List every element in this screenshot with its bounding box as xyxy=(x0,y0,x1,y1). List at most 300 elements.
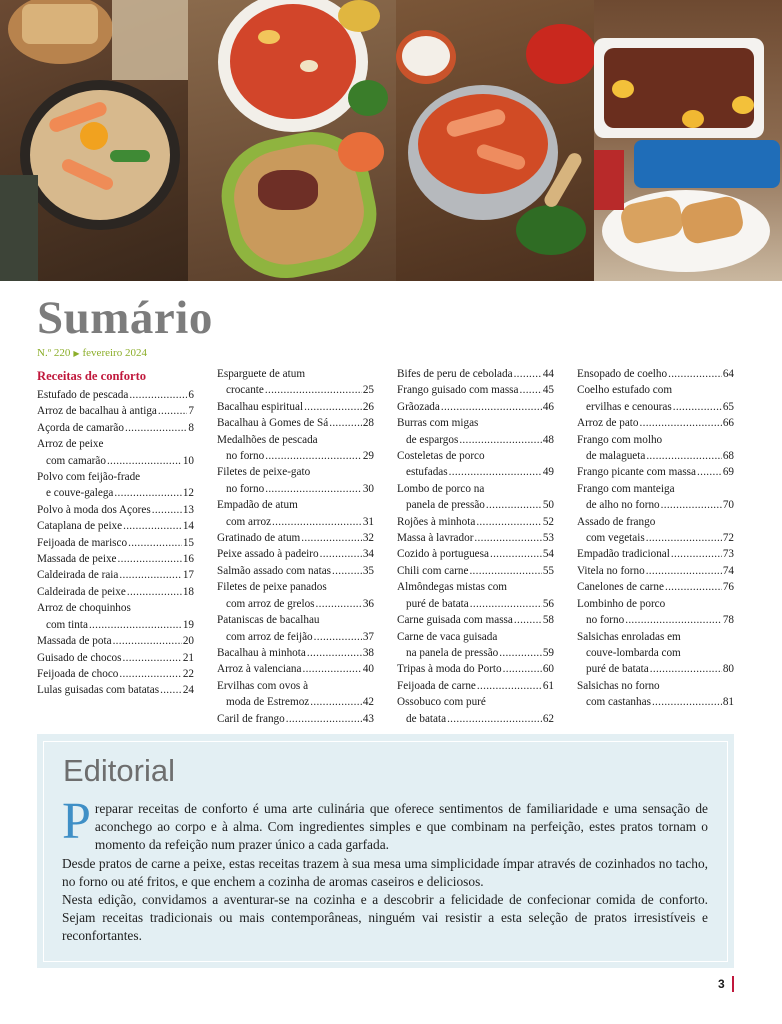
toc-entry-title: com arroz de grelos xyxy=(226,597,315,610)
toc-entry-title: Cataplana de peixe xyxy=(37,520,123,533)
toc-entry-title: Bacalhau espiritual xyxy=(217,400,304,413)
toc-entry-line xyxy=(397,563,554,579)
toc-entry-title: Canelones de carne xyxy=(577,581,664,594)
toc-entry-title: Bifes de peru de cebolada xyxy=(397,368,513,380)
issue-info xyxy=(37,347,147,359)
toc-entry[interactable] xyxy=(577,415,734,431)
toc-entry-title: Vitela no forno xyxy=(577,564,645,577)
toc-page-number: 80 xyxy=(722,663,734,676)
toc-entry-title: Frango com manteiga xyxy=(577,482,675,495)
toc-entry-line xyxy=(217,399,374,415)
toc-entry-line xyxy=(577,579,734,595)
toc-page-number: 52 xyxy=(542,515,554,528)
toc-page-number: 24 xyxy=(182,684,194,697)
toc-page-number: 6 xyxy=(188,389,194,401)
toc-page-number: 53 xyxy=(542,532,554,545)
toc-page-number: 62 xyxy=(542,712,554,725)
toc-entry-line xyxy=(217,711,374,727)
triangle-right-icon: ▶ xyxy=(73,349,80,358)
toc-entry[interactable] xyxy=(37,633,194,649)
toc-entry-title: Salsichas enroladas em xyxy=(577,630,681,643)
toc-dot-leader xyxy=(89,617,182,633)
toc-entry-title: no forno xyxy=(586,614,625,627)
editorial-paragraph-2: Desde pratos de carne a peixe, estas receitas trazem à sua mesa uma simplicidade ímpar através de cozinhados no tacho, no forno ou até fritos, e que enchem a cozinha de aromas caseiros e deliciosos. xyxy=(62,855,708,889)
toc-entry-line xyxy=(577,366,734,382)
toc-entry[interactable] xyxy=(397,448,554,481)
toc-dot-leader xyxy=(625,612,722,628)
toc-entry-title: crocante xyxy=(226,384,264,397)
toc-entry-title: Caril de frango xyxy=(217,712,285,725)
toc-entry-title: Gratinado de atum xyxy=(217,532,301,545)
toc-entry-line xyxy=(37,420,194,436)
toc-entry-line xyxy=(217,629,374,645)
toc-entry-line xyxy=(37,567,194,583)
toc-page-number: 48 xyxy=(542,433,554,446)
toc-entry-title: de espargos xyxy=(406,433,459,446)
page-title: Sumário xyxy=(37,292,213,344)
toc-entry-title: Bacalhau à Gomes de Sá xyxy=(217,417,329,430)
toc-entry[interactable] xyxy=(37,567,194,583)
toc-dot-leader xyxy=(646,563,722,579)
toc-dot-leader xyxy=(320,546,362,562)
toc-page-number: 64 xyxy=(722,368,734,380)
toc-entry[interactable] xyxy=(217,366,374,399)
toc-entry[interactable] xyxy=(577,481,734,514)
toc-entry-title: Medalhões de pescada xyxy=(217,433,318,446)
toc-entry-line xyxy=(37,551,194,567)
toc-page-number: 8 xyxy=(188,421,194,434)
toc-entry-line xyxy=(577,530,734,546)
toc-entry-line xyxy=(37,403,194,419)
toc-entry-title: Feijoada de carne xyxy=(397,679,476,692)
toc-entry-title: Coelho estufado com xyxy=(577,384,673,397)
toc-page-number: 14 xyxy=(182,520,194,533)
toc-entry-line xyxy=(397,645,554,661)
toc-entry[interactable] xyxy=(37,584,194,600)
toc-entry[interactable] xyxy=(577,629,734,678)
toc-dot-leader xyxy=(503,661,542,677)
toc-page-number: 55 xyxy=(542,564,554,577)
toc-entry[interactable] xyxy=(577,514,734,547)
toc-entry[interactable] xyxy=(577,432,734,465)
toc-entry-title: Chili com carne xyxy=(397,564,469,577)
toc-page-number: 70 xyxy=(722,499,734,512)
toc-dot-leader xyxy=(332,563,362,579)
bean-stew-and-cod-dish-photo xyxy=(188,0,396,281)
toc-entry-title: Arroz de peixe xyxy=(37,438,104,451)
toc-page-number: 66 xyxy=(722,417,734,430)
toc-entry[interactable] xyxy=(37,436,194,469)
toc-entry-title: com vegetais xyxy=(586,532,645,545)
toc-dot-leader xyxy=(123,518,182,534)
toc-page-number: 21 xyxy=(182,651,194,664)
toc-entry-title: Cozido à portuguesa xyxy=(397,548,489,561)
toc-entry-title: Costeletas de porco xyxy=(397,450,485,463)
toc-entry-title: Lombinho de porco xyxy=(577,597,666,610)
toc-entry-title: couve-lombarda com xyxy=(586,646,681,659)
toc-entry[interactable] xyxy=(577,579,734,595)
toc-entry-line xyxy=(577,563,734,579)
toc-entry-title: Pataniscas de bacalhau xyxy=(217,614,320,627)
editorial-paragraph-1 xyxy=(62,793,708,855)
toc-entry-title: Estufado de pescada xyxy=(37,389,129,401)
toc-entry[interactable] xyxy=(397,694,554,727)
toc-dot-leader xyxy=(286,711,362,727)
toc-entry-line xyxy=(217,645,374,661)
toc-dot-leader xyxy=(128,535,182,551)
toc-dot-leader xyxy=(499,645,542,661)
toc-dot-leader xyxy=(160,682,182,698)
toc-entry[interactable] xyxy=(37,600,194,633)
toc-dot-leader xyxy=(316,596,362,612)
toc-entry-title: de batata xyxy=(406,712,447,725)
toc-dot-leader xyxy=(640,415,722,431)
toc-dot-leader xyxy=(125,420,187,436)
toc-entry[interactable] xyxy=(217,464,374,497)
editorial-text xyxy=(62,793,708,946)
toc-entry-title: com castanhas xyxy=(586,696,651,709)
editorial-paragraph-3: Nesta edição, convidamos a aventurar-se na cozinha e a descobrir a felicidade de confecionar comida de conforto. Sejam receitas tradicionais ou mais contemporâneas, ninguém vai resistir a esta seleção de pratos irresistíveis e reconfortantes. xyxy=(62,892,708,944)
toc-entry-line xyxy=(397,612,554,628)
toc-entry[interactable] xyxy=(217,711,374,727)
issue-number: N.º 220 xyxy=(37,347,71,359)
toc-entry[interactable] xyxy=(577,464,734,480)
toc-entry-line xyxy=(397,678,554,694)
toc-dot-leader xyxy=(301,530,362,546)
toc-dot-leader xyxy=(307,645,362,661)
toc-entry-title: Bacalhau à minhota xyxy=(217,646,306,659)
toc-page-number: 49 xyxy=(542,466,554,479)
toc-entry-title: Arroz de choquinhos xyxy=(37,602,131,615)
toc-entry[interactable] xyxy=(397,612,554,628)
contents-column-2 xyxy=(217,366,374,727)
toc-entry[interactable] xyxy=(37,420,194,436)
toc-entry[interactable] xyxy=(37,502,194,518)
toc-entry[interactable] xyxy=(397,661,554,677)
toc-page-number: 10 xyxy=(182,454,194,467)
toc-entry-line xyxy=(217,415,374,431)
toc-entry-line xyxy=(397,382,554,398)
toc-entry-title: Filetes de peixe-gato xyxy=(217,466,311,479)
toc-entry-line xyxy=(397,546,554,562)
toc-entry-title: ervilhas e cenouras xyxy=(586,400,672,413)
toc-dot-leader xyxy=(459,432,542,448)
toc-entry[interactable] xyxy=(37,551,194,567)
toc-page-number: 56 xyxy=(542,597,554,610)
toc-entry[interactable] xyxy=(397,481,554,514)
toc-page-number: 58 xyxy=(542,614,554,627)
toc-entry-title: Lulas guisadas com batatas xyxy=(37,684,160,697)
toc-entry-line xyxy=(577,546,734,562)
toc-entry-line xyxy=(217,382,374,398)
toc-entry-title: Arroz à valenciana xyxy=(217,663,302,676)
toc-entry[interactable] xyxy=(577,546,734,562)
toc-entry-line xyxy=(577,661,734,677)
toc-entry-title: Almôndegas mistas com xyxy=(397,581,507,594)
toc-page-number: 59 xyxy=(542,646,554,659)
toc-entry[interactable] xyxy=(397,366,554,382)
toc-entry-line xyxy=(397,432,554,448)
toc-entry-line xyxy=(397,464,554,480)
toc-page-number: 81 xyxy=(722,696,734,709)
toc-entry-line xyxy=(37,502,194,518)
toc-page-number: 13 xyxy=(182,503,194,516)
toc-page-number: 38 xyxy=(362,646,374,659)
toc-dot-leader xyxy=(520,382,542,398)
toc-dot-leader xyxy=(668,366,722,382)
toc-entry-line xyxy=(577,399,734,415)
toc-entry-title: Guisado de chocos xyxy=(37,651,122,664)
toc-entry[interactable] xyxy=(37,387,194,403)
toc-page-number: 36 xyxy=(362,597,374,610)
toc-entry-title: com arroz xyxy=(226,515,272,528)
toc-entry[interactable] xyxy=(37,469,194,502)
toc-entry[interactable] xyxy=(397,399,554,415)
toc-page-number: 28 xyxy=(362,417,374,430)
toc-entry-title: Açorda de camarão xyxy=(37,421,124,434)
toc-entry-line xyxy=(577,497,734,513)
toc-page-number: 16 xyxy=(182,553,194,566)
toc-dot-leader xyxy=(119,666,181,682)
toc-entry-line xyxy=(37,666,194,682)
toc-entry[interactable] xyxy=(217,678,374,711)
meat-and-potatoes-and-cannelloni-photo xyxy=(594,0,782,281)
toc-entry[interactable] xyxy=(397,514,554,530)
toc-entry[interactable] xyxy=(217,645,374,661)
toc-page-number: 37 xyxy=(362,630,374,643)
toc-entry[interactable] xyxy=(577,382,734,415)
toc-entry-line xyxy=(217,596,374,612)
toc-page-number: 50 xyxy=(542,499,554,512)
toc-entry[interactable] xyxy=(577,563,734,579)
toc-entry-line xyxy=(37,584,194,600)
toc-entry-title: na panela de pressão xyxy=(406,646,499,659)
toc-dot-leader xyxy=(118,551,182,567)
toc-page-number: 45 xyxy=(542,384,554,397)
toc-entry-line xyxy=(217,546,374,562)
toc-entry[interactable] xyxy=(217,399,374,415)
toc-entry-title: Salsichas no forno xyxy=(577,679,660,692)
toc-entry[interactable] xyxy=(217,546,374,562)
toc-dot-leader xyxy=(310,694,362,710)
toc-entry-line xyxy=(577,448,734,464)
toc-entry-title: de malagueta xyxy=(586,450,646,463)
toc-page-number: 25 xyxy=(362,384,374,397)
editorial-title: Editorial xyxy=(63,753,175,788)
toc-page-number: 35 xyxy=(362,564,374,577)
toc-entry-title: Frango guisado com massa xyxy=(397,384,519,397)
toc-dot-leader xyxy=(514,612,542,628)
toc-entry-line xyxy=(217,481,374,497)
toc-entry[interactable] xyxy=(217,497,374,530)
toc-dot-leader xyxy=(314,629,362,645)
toc-entry-line xyxy=(37,617,194,633)
toc-page-number: 7 xyxy=(188,405,194,418)
toc-page-number: 60 xyxy=(542,663,554,676)
toc-entry-line xyxy=(37,650,194,666)
toc-entry[interactable] xyxy=(217,661,374,677)
toc-entry-line xyxy=(217,661,374,677)
toc-entry-title: Massada de pota xyxy=(37,635,112,648)
toc-entry-title: Caldeirada de raia xyxy=(37,569,119,582)
toc-entry[interactable] xyxy=(217,530,374,546)
toc-dot-leader xyxy=(265,382,362,398)
toc-page-number: 30 xyxy=(362,482,374,495)
toc-dot-leader xyxy=(113,633,182,649)
toc-dot-leader xyxy=(107,453,182,469)
toc-dot-leader xyxy=(272,514,362,530)
toc-dot-leader xyxy=(652,694,722,710)
toc-dot-leader xyxy=(129,387,187,403)
toc-entry[interactable] xyxy=(37,666,194,682)
toc-page-number: 76 xyxy=(722,581,734,594)
toc-page-number: 26 xyxy=(362,400,374,413)
toc-dot-leader xyxy=(329,415,362,431)
toc-entry[interactable] xyxy=(217,563,374,579)
toc-entry[interactable] xyxy=(217,415,374,431)
toc-entry[interactable] xyxy=(397,579,554,612)
toc-entry-line xyxy=(397,596,554,612)
toc-dot-leader xyxy=(477,678,542,694)
toc-entry-line xyxy=(37,453,194,469)
toc-entry-line xyxy=(577,694,734,710)
toc-entry[interactable] xyxy=(397,546,554,562)
toc-entry-title: panela de pressão xyxy=(406,499,485,512)
toc-entry-title: Burras com migas xyxy=(397,417,479,430)
toc-entry[interactable] xyxy=(37,535,194,551)
toc-entry-title: Esparguete de atum xyxy=(217,368,306,380)
toc-entry-title: Caldeirada de peixe xyxy=(37,585,126,598)
toc-entry-title: Frango picante com massa xyxy=(577,466,696,479)
toc-entry-line xyxy=(577,415,734,431)
toc-page-number: 12 xyxy=(182,487,194,500)
toc-entry[interactable] xyxy=(397,678,554,694)
toc-entry-line xyxy=(37,387,194,403)
toc-page-number: 29 xyxy=(362,450,374,463)
toc-dot-leader xyxy=(646,530,722,546)
toc-entry-title: no forno xyxy=(226,450,265,463)
toc-entry-line xyxy=(397,399,554,415)
toc-entry-title: Polvo à moda dos Açores xyxy=(37,503,151,516)
toc-page-number: 46 xyxy=(542,400,554,413)
toc-entry-title: com arroz de feijão xyxy=(226,630,313,643)
toc-entry[interactable] xyxy=(577,366,734,382)
toc-dot-leader xyxy=(665,579,722,595)
toc-entry-title: puré de batata xyxy=(406,597,469,610)
toc-page-number: 65 xyxy=(722,400,734,413)
contents-column-3 xyxy=(397,366,554,727)
toc-entry-title: com tinta xyxy=(46,618,88,631)
toc-page-number: 44 xyxy=(542,368,554,380)
toc-entry[interactable] xyxy=(37,682,194,698)
contents-column-1 xyxy=(37,366,194,699)
toc-dot-leader xyxy=(474,530,541,546)
toc-entry-title: Ervilhas com ovos à xyxy=(217,679,309,692)
issue-date: fevereiro 2024 xyxy=(82,347,147,359)
toc-entry-line xyxy=(217,514,374,530)
toc-dot-leader xyxy=(470,596,542,612)
toc-page-number: 61 xyxy=(542,679,554,692)
toc-dot-leader xyxy=(449,464,542,480)
toc-page-number: 78 xyxy=(722,614,734,627)
toc-entry[interactable] xyxy=(577,596,734,629)
rice-with-shrimp-photo xyxy=(0,0,188,281)
toc-entry-line xyxy=(397,661,554,677)
toc-entry-line xyxy=(397,514,554,530)
toc-entry[interactable] xyxy=(37,518,194,534)
toc-entry-title: Empadão tradicional xyxy=(577,548,670,561)
toc-entry-line xyxy=(37,633,194,649)
toc-entry-title: Ensopado de coelho xyxy=(577,368,668,380)
toc-dot-leader xyxy=(673,399,722,415)
toc-page-number: 69 xyxy=(722,466,734,479)
toc-entry-line xyxy=(217,530,374,546)
toc-entry-title: Filetes de peixe panados xyxy=(217,581,327,594)
toc-entry[interactable] xyxy=(217,579,374,612)
toc-entry-title: Feijoada de choco xyxy=(37,667,119,680)
toc-page-number: 18 xyxy=(182,585,194,598)
toc-dot-leader xyxy=(671,546,722,562)
toc-entry[interactable] xyxy=(397,382,554,398)
toc-entry[interactable] xyxy=(577,678,734,711)
toc-entry[interactable] xyxy=(397,629,554,662)
toc-entry-title: Salmão assado com natas xyxy=(217,564,332,577)
toc-entry-title: Carne de vaca guisada xyxy=(397,630,498,643)
toc-entry-line xyxy=(217,448,374,464)
toc-entry-title: estufadas xyxy=(406,466,448,479)
toc-entry-title: Arroz de pato xyxy=(577,417,639,430)
toc-entry[interactable] xyxy=(37,650,194,666)
editorial-paragraph-1-text: reparar receitas de conforto é uma arte culinária que oferece sentimentos de familiaridade e uma sensação de aconchego ao corpo e à alma. Com ingredientes simples e que combinam na perfeição, estes pratos tornam o momento da refeição num prazer único a cada garfada. xyxy=(94,801,708,853)
toc-page-number: 74 xyxy=(722,564,734,577)
toc-entry[interactable] xyxy=(397,530,554,546)
toc-entry-line xyxy=(577,612,734,628)
toc-dot-leader xyxy=(650,661,722,677)
toc-entry-line xyxy=(217,563,374,579)
toc-entry-line xyxy=(217,694,374,710)
toc-entry[interactable] xyxy=(217,432,374,465)
toc-entry-title: Frango com molho xyxy=(577,433,663,446)
toc-entry-line xyxy=(37,485,194,501)
toc-entry-line xyxy=(577,464,734,480)
toc-dot-leader xyxy=(302,661,361,677)
toc-entry[interactable] xyxy=(397,415,554,448)
toc-entry-title: Grãozada xyxy=(397,400,440,413)
toc-entry-title: Ossobuco com puré xyxy=(397,696,486,709)
toc-page-number: 19 xyxy=(182,618,194,631)
toc-entry-title: moda de Estremoz xyxy=(226,696,310,709)
toc-entry-line xyxy=(37,682,194,698)
toc-dot-leader xyxy=(441,399,542,415)
toc-entry-title: Arroz de bacalhau à antiga xyxy=(37,405,157,418)
toc-dot-leader xyxy=(158,403,188,419)
toc-page-number: 32 xyxy=(362,532,374,545)
toc-entry[interactable] xyxy=(37,403,194,419)
toc-page-number: 17 xyxy=(182,569,194,582)
toc-entry-title: Feijoada de marisco xyxy=(37,536,128,549)
page-number: 3 xyxy=(718,977,725,991)
toc-entry-title: Massada de peixe xyxy=(37,553,117,566)
toc-page-number: 42 xyxy=(362,696,374,709)
editorial-dropcap: P xyxy=(62,793,91,850)
toc-dot-leader xyxy=(127,584,182,600)
toc-entry[interactable] xyxy=(397,563,554,579)
toc-entry[interactable] xyxy=(217,612,374,645)
toc-entry-title: Assado de frango xyxy=(577,515,656,528)
toc-entry-title: com camarão xyxy=(46,454,106,467)
toc-entry-title: e couve-galega xyxy=(46,487,114,500)
toc-dot-leader xyxy=(661,497,722,513)
